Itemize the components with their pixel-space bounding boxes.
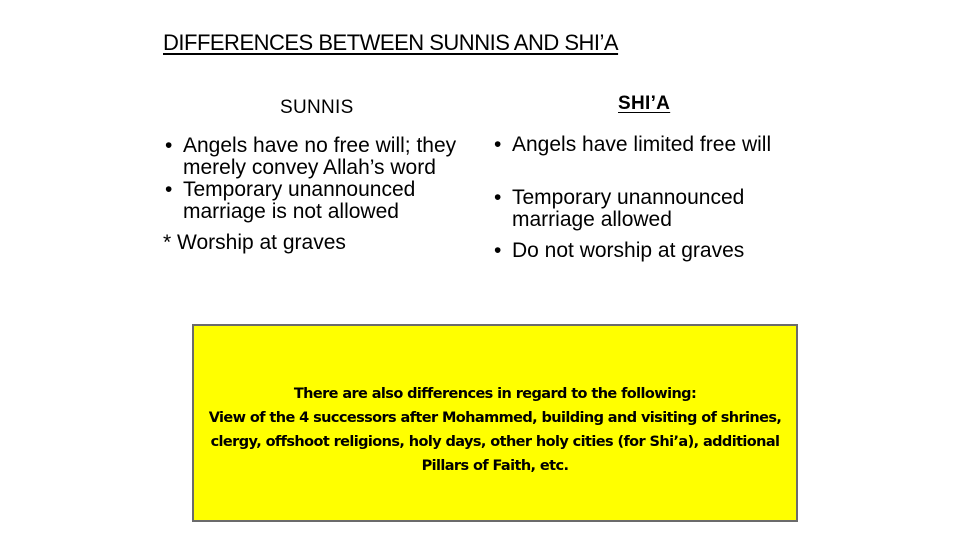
shia-item-marriage [492,187,792,231]
sunnis-item-graves [163,232,463,254]
shia-list [492,134,792,262]
sunnis-heading: SUNNIS [280,97,354,118]
bullet-marker: • [494,239,502,262]
note-line: There are also differences in regard to the following: [293,386,697,402]
shia-item-graves [492,240,792,262]
note-text [204,382,786,478]
bullet-marker: • [165,134,173,157]
bullet-marker: • [494,133,502,156]
note-line: Pillars of Faith, etc. [421,458,569,474]
sunnis-item-angels [163,135,463,179]
shia-item-marriage-text: Temporary unannounced marriage allowed [512,186,745,231]
bullet-marker: • [494,186,502,209]
shia-heading: SHI’A [618,93,671,114]
shia-item-angels [492,134,792,156]
sunnis-item-marriage [163,179,463,223]
slide-title: DIFFERENCES BETWEEN SUNNIS AND SHI’A [163,30,619,55]
sunnis-item-angels-text: Angels have no free will; they merely convey Allah’s word [183,134,457,179]
shia-item-angels-text: Angels have limited free will [512,133,772,156]
shia-item-graves-text: Do not worship at graves [512,239,745,262]
note-line: clergy, offshoot religions, holy days, other holy cities (for Shi’a), additional [210,434,780,450]
note-box [192,324,798,522]
asterisk-marker: * [163,231,172,254]
sunnis-list [163,135,463,254]
sunnis-item-graves-text: Worship at graves [177,231,346,254]
note-line: View of the 4 successors after Mohammed, building and visiting of shrines, [208,410,782,426]
sunnis-item-marriage-text: Temporary unannounced marriage is not allowed [183,178,416,223]
bullet-marker: • [165,178,173,201]
